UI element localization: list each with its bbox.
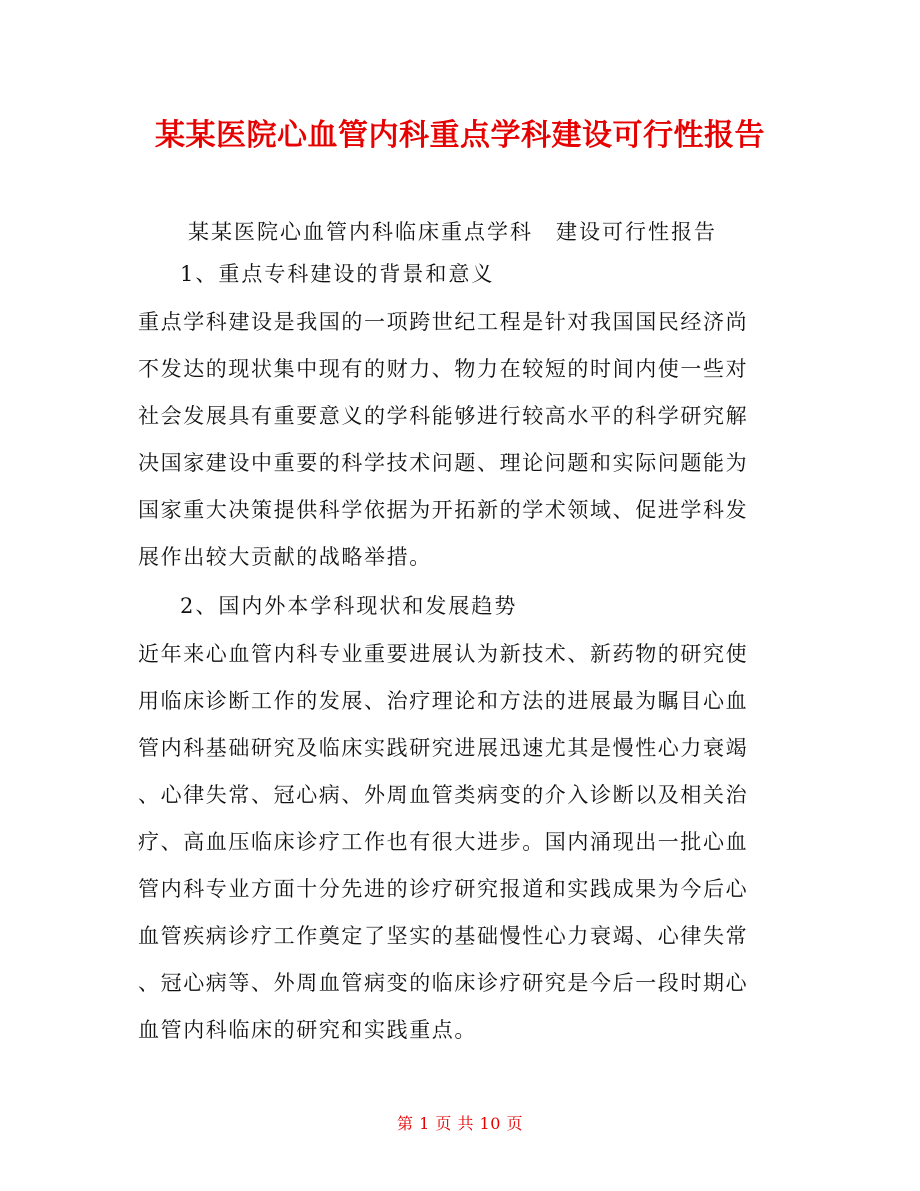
- section-paragraph-1: [138, 306, 798, 588]
- paragraph-line: 、冠心病等、外周血管病变的临床诊疗研究是今后一段时期心: [138, 971, 749, 995]
- paragraph-line: 近年来心血管内科专业重要进展认为新技术、新药物的研究使: [138, 642, 749, 666]
- document-subtitle: 某某医院心血管内科临床重点学科 建设可行性报告: [188, 220, 717, 244]
- paragraph-line: 管内科专业方面十分先进的诊疗研究报道和实践成果为今后心: [138, 877, 749, 901]
- paragraph-line: 重点学科建设是我国的一项跨世纪工程是针对我国国民经济尚: [138, 310, 749, 334]
- paragraph-line: 、心律失常、冠心病、外周血管类病变的介入诊断以及相关治: [138, 783, 749, 807]
- paragraph-line: 社会发展具有重要意义的学科能够进行较高水平的科学研究解: [138, 404, 749, 428]
- paragraph-line: 展作出较大贡献的战略举措。: [138, 545, 432, 569]
- paragraph-line: 国家重大决策提供科学依据为开拓新的学术领域、促进学科发: [138, 498, 749, 522]
- paragraph-line: 决国家建设中重要的科学技术问题、理论问题和实际问题能为: [138, 451, 749, 475]
- paragraph-line: 血管内科临床的研究和实践重点。: [138, 1018, 477, 1042]
- paragraph-line: 管内科基础研究及临床实践研究进展迅速尤其是慢性心力衰竭: [138, 736, 749, 760]
- section-heading-1: 1、重点专科建设的背景和意义: [180, 262, 495, 286]
- section-heading-2: 2、国内外本学科现状和发展趋势: [180, 594, 518, 618]
- section-paragraph-2: [138, 638, 798, 1061]
- document-title: 某某医院心血管内科重点学科建设可行性报告: [155, 118, 765, 153]
- paragraph-line: 不发达的现状集中现有的财力、物力在较短的时间内使一些对: [138, 357, 749, 381]
- paragraph-line: 血管疾病诊疗工作奠定了坚实的基础慢性心力衰竭、心律失常: [138, 924, 749, 948]
- paragraph-line: 疗、高血压临床诊疗工作也有很大进步。国内涌现出一批心血: [138, 830, 749, 854]
- page-number-footer: 第 1 页 共 10 页: [397, 1114, 523, 1133]
- paragraph-line: 用临床诊断工作的发展、治疗理论和方法的进展最为瞩目心血: [138, 689, 749, 713]
